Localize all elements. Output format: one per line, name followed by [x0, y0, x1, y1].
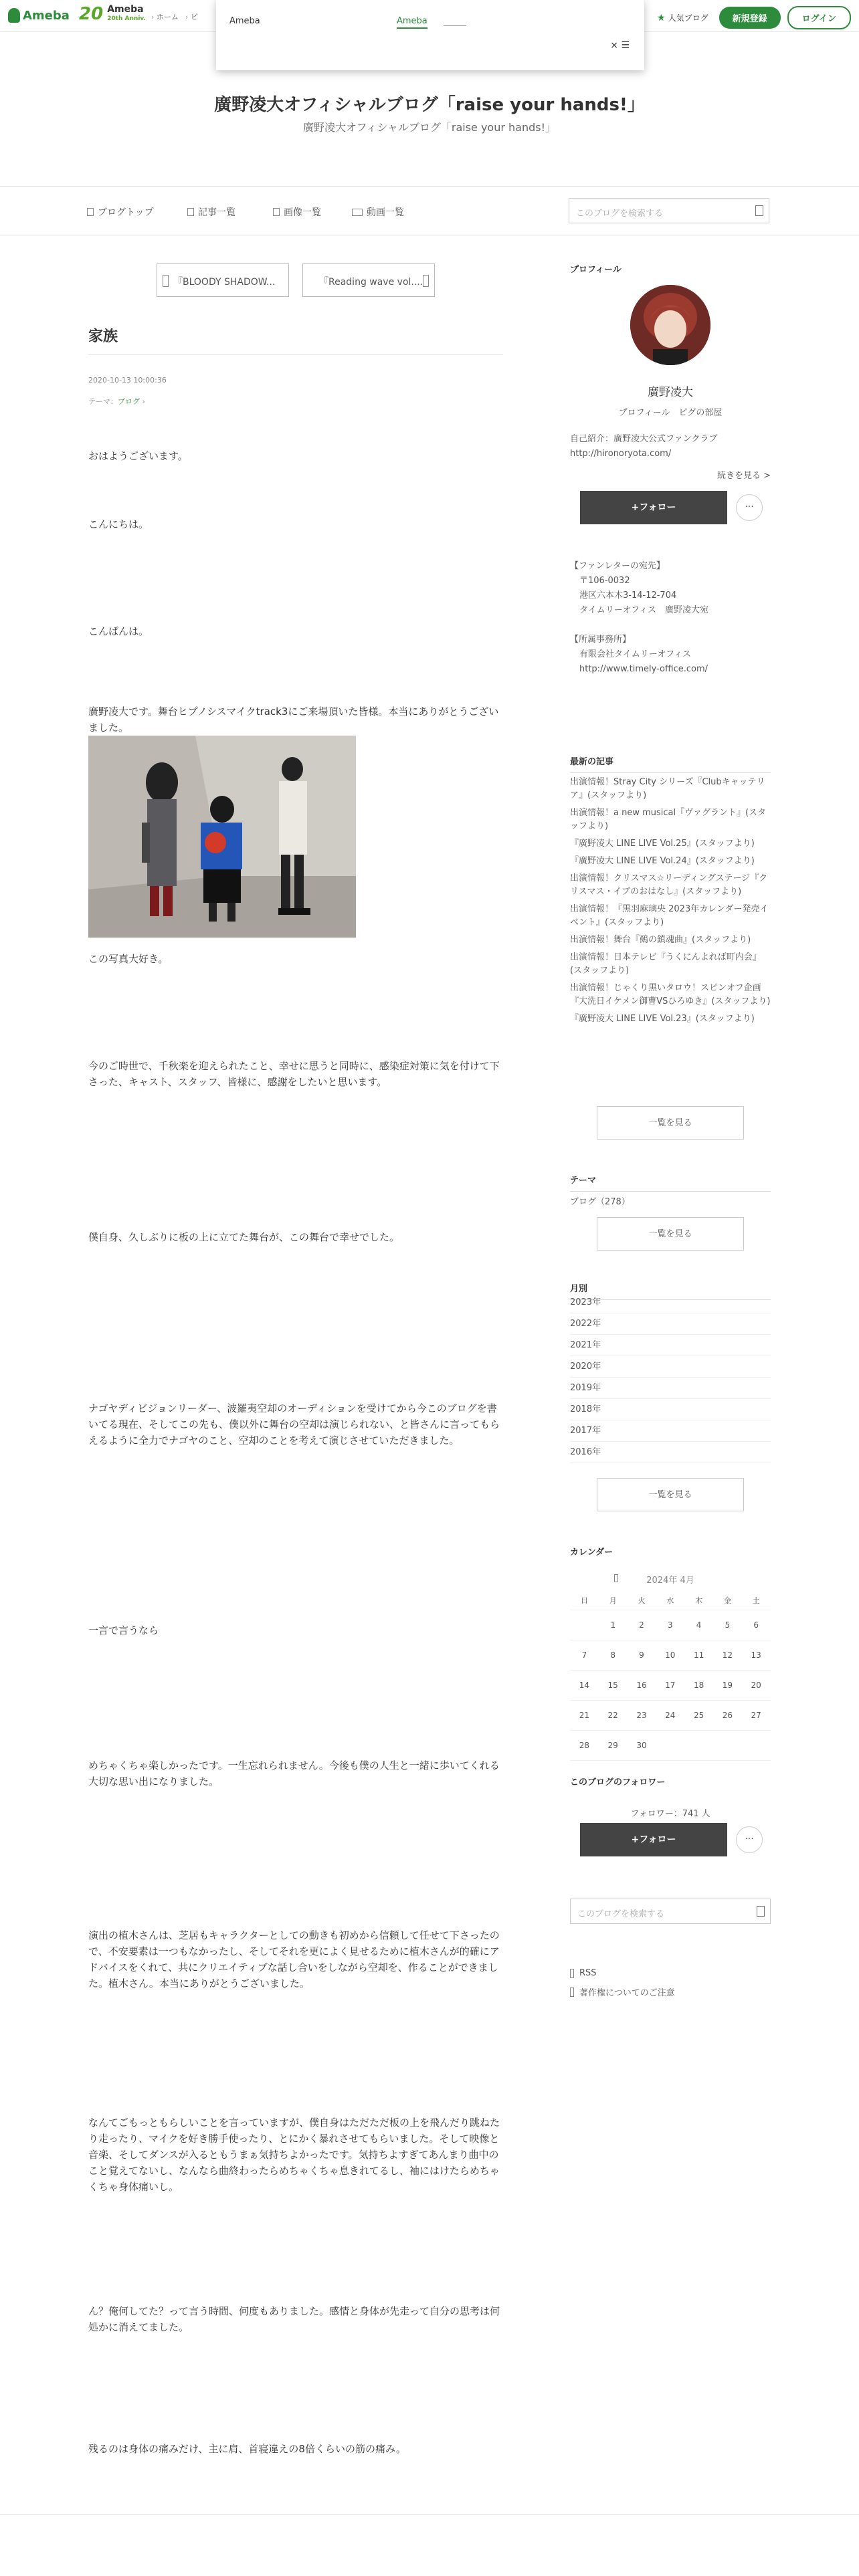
- calendar-day[interactable]: 19: [722, 1681, 733, 1690]
- pigg-room-link[interactable]: ピグの部屋: [678, 408, 723, 418]
- recent-article-link[interactable]: 出演情報！クリスマス☆リーディングステージ『クリスマス・イブのおはなし』(スタッフより): [570, 873, 768, 897]
- article-paragraph: めちゃくちゃ楽しかったです。一生忘れられません。今後も僕の人生と一緒に歩いてくれる大切な思い出になりました。: [88, 1759, 500, 1788]
- calendar-heading: カレンダー: [570, 1547, 613, 1558]
- recent-article-link[interactable]: 出演情報！じゃくり黒いタロウ！スピンオフ企画『大洗日イケメン御曹VSひろゆき』(スタッフより): [570, 983, 771, 1006]
- calendar-day[interactable]: 26: [722, 1711, 733, 1720]
- profile-name[interactable]: 廣野凌大: [648, 386, 693, 399]
- article-photo[interactable]: [88, 736, 356, 938]
- weekday-label: 木: [695, 1596, 703, 1605]
- ameba-popup-menu: [216, 0, 644, 70]
- calendar-day[interactable]: 8: [610, 1650, 616, 1660]
- article-paragraph: 演出の植木さんは、芝居もキャラクターとしての動きも初めから信頼して任せて下さったので、不安要素は一つもなかったし、そしてそれを更によく見せるために植木さんが的確にアドバイスをくれて、共にクリエイティブな話し合いをしながら空却を、作ることができました。植木さん。本当にありがとうございました。: [88, 1929, 500, 1990]
- calendar-day[interactable]: 1: [610, 1620, 616, 1630]
- calendar-day[interactable]: 3: [667, 1620, 673, 1630]
- weekday-label: 水: [666, 1596, 674, 1605]
- calendar-day[interactable]: 2: [639, 1620, 644, 1630]
- archive-year-link[interactable]: 2016年: [570, 1442, 771, 1463]
- calendar-day[interactable]: 23: [636, 1711, 647, 1720]
- rss-icon: [570, 1969, 574, 1978]
- calendar-day[interactable]: 20: [751, 1681, 761, 1690]
- article-theme: テーマ：ブログ ›: [88, 397, 145, 406]
- calendar-day[interactable]: 17: [665, 1681, 676, 1690]
- calendar-grid: [570, 1592, 771, 1761]
- nav-article-list[interactable]: 記事一覧: [187, 205, 235, 219]
- popup-title: Ameba: [229, 16, 260, 26]
- article-paragraph: 今のご時世で、千秋楽を迎えられたこと、幸せに思うと同時に、感染症対策に気を付けて下さった、キャスト、スタッフ、皆様に、感謝をしたいと思います。: [88, 1060, 500, 1088]
- calendar-day[interactable]: [570, 1610, 599, 1640]
- crown-icon: ★: [657, 12, 666, 23]
- popup-close-button[interactable]: × ☰: [610, 40, 630, 51]
- video-icon: [352, 209, 363, 216]
- nav-image-list[interactable]: 画像一覧: [273, 205, 321, 219]
- calendar-day[interactable]: 14: [579, 1681, 590, 1690]
- calendar-day[interactable]: 30: [636, 1741, 647, 1750]
- calendar-day[interactable]: 21: [579, 1711, 590, 1720]
- search-icon[interactable]: [755, 205, 763, 216]
- sidebar-search-input[interactable]: このブログを検索する: [570, 1899, 771, 1924]
- article-title[interactable]: 家族: [88, 328, 118, 345]
- ameba-logo-icon: [8, 8, 20, 23]
- monthly-list-button[interactable]: 一覧を見る: [597, 1478, 744, 1511]
- theme-blog-link[interactable]: ブログ（278）: [570, 1197, 630, 1207]
- blog-top-icon: [87, 208, 94, 216]
- archive-year-link[interactable]: 2017年: [570, 1420, 771, 1442]
- calendar-day[interactable]: 18: [693, 1681, 704, 1690]
- ameba-logo[interactable]: Ameba: [8, 8, 70, 23]
- article-pager: [157, 263, 435, 297]
- calendar-day[interactable]: 5: [725, 1620, 731, 1630]
- calendar-day[interactable]: [713, 1731, 742, 1760]
- recent-article-link[interactable]: 『廣野凌大 LINE LIVE Vol.23』(スタッフより): [570, 1014, 755, 1024]
- office-link[interactable]: http://www.timely-office.com/: [579, 664, 708, 674]
- calendar-day[interactable]: 22: [607, 1711, 618, 1720]
- blog-nav: [0, 186, 859, 235]
- popup-tab[interactable]: Ameba: [397, 16, 427, 29]
- article-paragraph: 廣野凌大です。舞台ヒプノシスマイクtrack3にご来場頂いた皆様。本当にありがとうございました。: [88, 706, 499, 734]
- recent-article-link[interactable]: 出演情報！日本テレビ『うくにんよれば町内会』(スタッフより): [570, 952, 761, 976]
- divider: [88, 354, 503, 355]
- article-paragraph: 一言で言うなら: [88, 1624, 159, 1636]
- monthly-archive: [570, 1292, 771, 1463]
- archive-year-link[interactable]: 2022年: [570, 1313, 771, 1335]
- blog-title[interactable]: 廣野凌大オフィシャルブログ「raise your hands!」: [214, 95, 645, 115]
- nav-video-list[interactable]: 動画一覧: [352, 205, 404, 219]
- calendar-day[interactable]: 28: [579, 1741, 590, 1750]
- calendar-day[interactable]: 7: [581, 1650, 587, 1660]
- read-more-link[interactable]: 続きを見る >: [717, 471, 771, 481]
- article-paragraph: おはようございます。: [88, 450, 188, 462]
- theme-list-button[interactable]: 一覧を見る: [597, 1217, 744, 1251]
- calendar-day[interactable]: 16: [636, 1681, 647, 1690]
- calendar-day[interactable]: [656, 1731, 684, 1760]
- archive-year-link[interactable]: 2021年: [570, 1335, 771, 1356]
- recent-article-link[interactable]: 出演情報！Stray City シリーズ『Clubキャッテリア』(スタッフより): [570, 777, 765, 800]
- profile-intro: 自己紹介：廣野凌大公式ファンクラブ http://hironoryota.com/: [570, 434, 718, 459]
- article-paragraph: こんにちは。: [88, 518, 149, 530]
- chevron-right-icon: >: [763, 471, 771, 481]
- recent-articles-list: [570, 776, 771, 1030]
- calendar-day[interactable]: [742, 1731, 771, 1760]
- archive-year-link[interactable]: 2019年: [570, 1378, 771, 1399]
- weekday-label: 土: [752, 1596, 760, 1605]
- avatar-image: [630, 285, 710, 365]
- popup-tab-underline: [444, 25, 466, 26]
- calendar-day[interactable]: 10: [665, 1650, 676, 1660]
- calendar-prev-icon[interactable]: [614, 1574, 618, 1582]
- next-article-link[interactable]: 『Reading wave vol....: [302, 263, 435, 297]
- calendar-day[interactable]: 15: [607, 1681, 618, 1690]
- global-breadcrumb: [151, 11, 198, 22]
- weekday-label: 火: [638, 1596, 646, 1605]
- crumb-second[interactable]: › ピ: [185, 11, 198, 22]
- register-button[interactable]: 新規登録: [719, 7, 781, 29]
- contact-info: 【ファンレターの宛先】 〒106-0032 港区六本木3-14-12-704 タイムリーオフィス 廣野凌大宛 【所属事務所】 有限会社タイムリーオフィス http://www.timely-office.com/: [570, 561, 709, 674]
- calendar-day[interactable]: [684, 1731, 713, 1760]
- calendar-day[interactable]: 9: [639, 1650, 644, 1660]
- followers-heading: このブログのフォロワー: [570, 1778, 666, 1788]
- fanclub-link[interactable]: http://hironoryota.com/: [570, 449, 672, 459]
- calendar-month: 2024年 4月: [646, 1576, 694, 1586]
- prev-article-link[interactable]: 『BLOODY SHADOW...: [157, 263, 289, 297]
- article-paragraph: ん？俺何してた？って言う時間、何度もありました。感情と身体が先走って自分の思考は何処かに消えてました。: [88, 2305, 500, 2333]
- calendar-day[interactable]: 6: [753, 1620, 759, 1630]
- article-list-icon: [187, 208, 194, 216]
- profile-avatar[interactable]: [630, 285, 710, 365]
- follower-count[interactable]: フォロワー：741 人: [630, 1809, 710, 1819]
- rss-link[interactable]: RSS: [570, 1968, 597, 1978]
- article-paragraph: なんてごもっともらしいことを言っていますが、僕自身はただただ板の上を飛んだり跳ねたり走ったり、マイクを好き勝手使ったり、とにかく暴れさせてもらいました。そして映像と音楽、そしてダンスが入るともうまぁ気持ちよかったです。気持ちよすぎてあんまり曲中のこと覚えてないし、なんなら曲終わったらめちゃくちゃ息きれてるし、袖にはけたらめちゃくちゃ身体痛いし。: [88, 2117, 500, 2193]
- article-paragraph: 僕自身、久しぶりに板の上に立てた舞台が、この舞台で幸せでした。: [88, 1231, 400, 1243]
- recent-article-link[interactable]: 『廣野凌大 LINE LIVE Vol.25』(スタッフより): [570, 839, 755, 849]
- archive-year-link[interactable]: 2023年: [570, 1292, 771, 1313]
- calendar-day[interactable]: 12: [722, 1650, 733, 1660]
- image-icon: [273, 208, 280, 216]
- anniversary-logo[interactable]: 20 Ameba 20th Anniv.: [79, 4, 146, 24]
- recent-heading: 最新の記事: [570, 754, 771, 773]
- search-icon[interactable]: [757, 1906, 765, 1917]
- monthly-heading: 月別: [570, 1281, 771, 1300]
- copyright-link[interactable]: 著作権についてのご注意: [570, 1985, 675, 1998]
- recent-article-link[interactable]: 出演情報！a new musical『ヴァグラント』(スタッフより): [570, 808, 767, 831]
- crumb-home[interactable]: › ホーム: [151, 11, 179, 22]
- more-options-button-bottom[interactable]: ···: [736, 1826, 763, 1853]
- blog-subtitle: 廣野凌大オフィシャルブログ「raise your hands!」: [302, 121, 557, 134]
- article-paragraph: この写真大好き。: [88, 953, 169, 965]
- popular-blog-link[interactable]: ★ 人気ブログ: [657, 12, 708, 23]
- login-button[interactable]: ログイン: [787, 6, 851, 29]
- nav-blog-top[interactable]: ブログトップ: [87, 205, 154, 219]
- theme-heading: テーマ: [570, 1173, 771, 1192]
- recent-article-link[interactable]: 出演情報！『黒羽麻璃央 2023年カレンダー発売イベント』(スタッフより): [570, 904, 769, 928]
- weekday-label: 金: [723, 1596, 731, 1605]
- theme-link[interactable]: ブログ: [118, 397, 140, 406]
- archive-year-link[interactable]: 2018年: [570, 1399, 771, 1420]
- profile-link[interactable]: プロフィール: [618, 408, 670, 418]
- archive-year-link[interactable]: 2020年: [570, 1356, 771, 1378]
- weekday-label: 日: [580, 1596, 588, 1605]
- calendar-day[interactable]: 11: [693, 1650, 704, 1660]
- footer-divider: [0, 2514, 859, 2515]
- article-paragraph: 残るのは身体の痛みだけ、主に肩、首寝違えの8倍くらいの筋の痛み。: [88, 2443, 406, 2455]
- follow-button[interactable]: +フォロー: [580, 491, 727, 524]
- calendar-day[interactable]: 25: [693, 1711, 704, 1720]
- calendar-day[interactable]: 13: [751, 1650, 761, 1660]
- recent-article-link[interactable]: 『廣野凌大 LINE LIVE Vol.24』(スタッフより): [570, 856, 755, 866]
- menu-icon: ☰: [621, 40, 630, 51]
- calendar-day[interactable]: 4: [696, 1620, 702, 1630]
- recent-article-link[interactable]: 出演情報！舞台『鵺の鎮魂曲』(スタッフより): [570, 935, 751, 945]
- article-paragraph: こんばんは。: [88, 625, 149, 637]
- copyright-icon: [570, 1988, 574, 1997]
- article-date: 2020-10-13 10:00:36: [88, 376, 167, 385]
- calendar-day[interactable]: 27: [751, 1711, 761, 1720]
- recent-list-button[interactable]: 一覧を見る: [597, 1106, 744, 1140]
- weekday-label: 月: [609, 1596, 617, 1605]
- article-paragraph: ナゴヤディビジョンリーダー、波羅夷空却のオーディションを受けてから今このブログを書いてる現在、そしてこの先も、僕以外に舞台の空却は演じられない、と皆さんに言ってもらえるように全力でナゴヤのこと、空却のことを考えて演じさせていただきました。: [88, 1402, 500, 1446]
- more-options-button[interactable]: ···: [736, 494, 763, 521]
- blog-search-input[interactable]: このブログを検索する: [569, 198, 769, 223]
- calendar-day[interactable]: 29: [607, 1741, 618, 1750]
- follow-button-bottom[interactable]: +フォロー: [580, 1823, 727, 1856]
- calendar-day[interactable]: 24: [665, 1711, 676, 1720]
- stage-photo-image: [88, 736, 356, 938]
- profile-heading: プロフィール: [570, 265, 622, 275]
